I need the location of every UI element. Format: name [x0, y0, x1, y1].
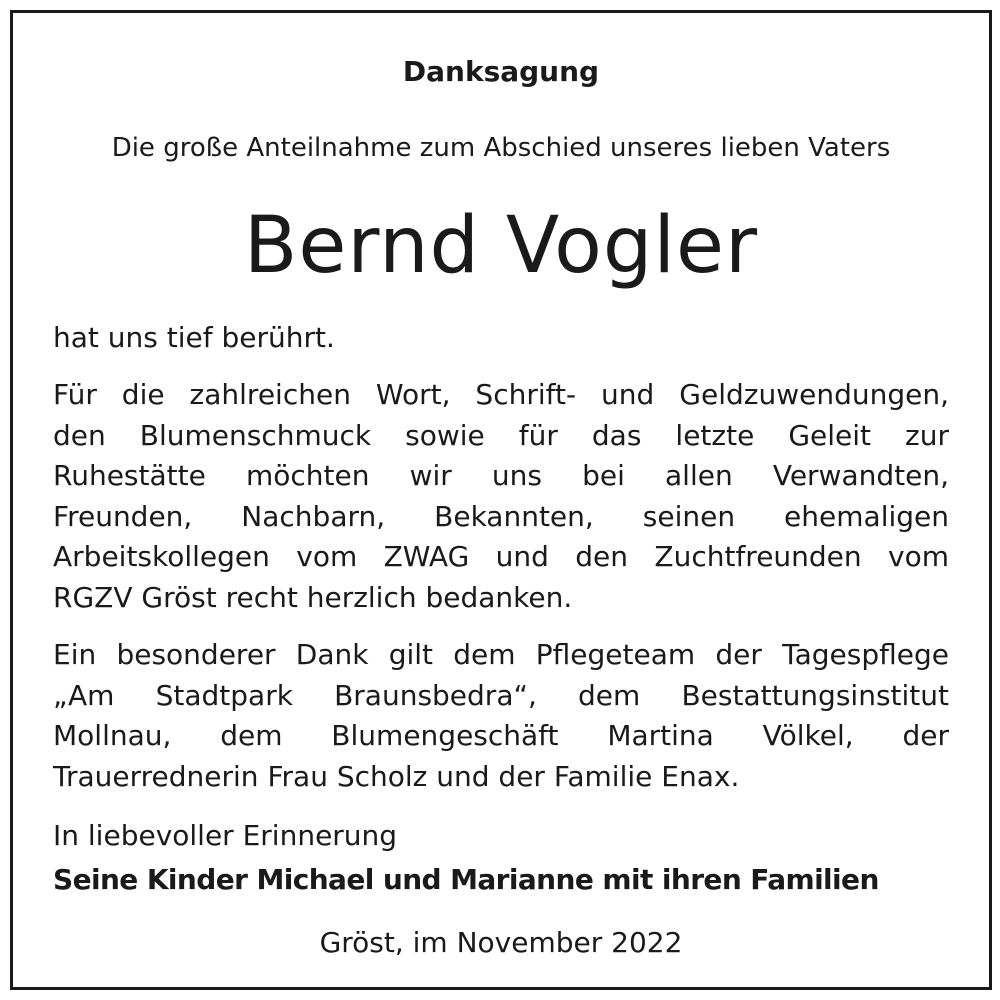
- paragraph-line: Mollnau, dem Blumengeschäft Martina Völkel, der: [53, 719, 949, 752]
- paragraph-line: Ein besonderer Dank gilt dem Pflegeteam der Tagespflege: [53, 638, 949, 671]
- notice-intro: Die große Anteilnahme zum Abschied unseres lieben Vaters: [111, 133, 891, 163]
- touched-line: hat uns tief berührt.: [53, 321, 335, 354]
- paragraph-line: „Am Stadtpark Braunsbedra“, dem Bestattungsinstitut: [53, 678, 949, 712]
- signatories: Seine Kinder Michael und Marianne mit ihren Familien: [53, 863, 879, 896]
- place-date: Gröst, im November 2022: [319, 926, 683, 959]
- thanks-paragraph-2: [53, 635, 949, 797]
- notice-border: [10, 10, 992, 990]
- paragraph-line: Ruhestätte möchten wir uns bei allen Verwandten,: [53, 459, 949, 492]
- deceased-name: Bernd Vogler: [243, 201, 759, 291]
- thanks-paragraph-1: [53, 375, 949, 618]
- paragraph-line: den Blumenschmuck sowie für das letzte Geleit zur: [53, 418, 949, 452]
- paragraph-line: RGZV Gröst recht herzlich bedanken.: [53, 580, 573, 614]
- closing-phrase: In liebevoller Erinnerung: [53, 819, 398, 852]
- paragraph-line: Für die zahlreichen Wort, Schrift- und Geldzuwendungen,: [53, 378, 949, 411]
- paragraph-line: Trauerrednerin Frau Scholz und der Familie Enax.: [53, 759, 740, 793]
- paragraph-line: Freunden, Nachbarn, Bekannten, seinen ehemaligen: [53, 499, 949, 533]
- notice-heading: Danksagung: [402, 55, 600, 88]
- paragraph-line: Arbeitskollegen vom ZWAG und den Zuchtfreunden vom: [53, 540, 949, 573]
